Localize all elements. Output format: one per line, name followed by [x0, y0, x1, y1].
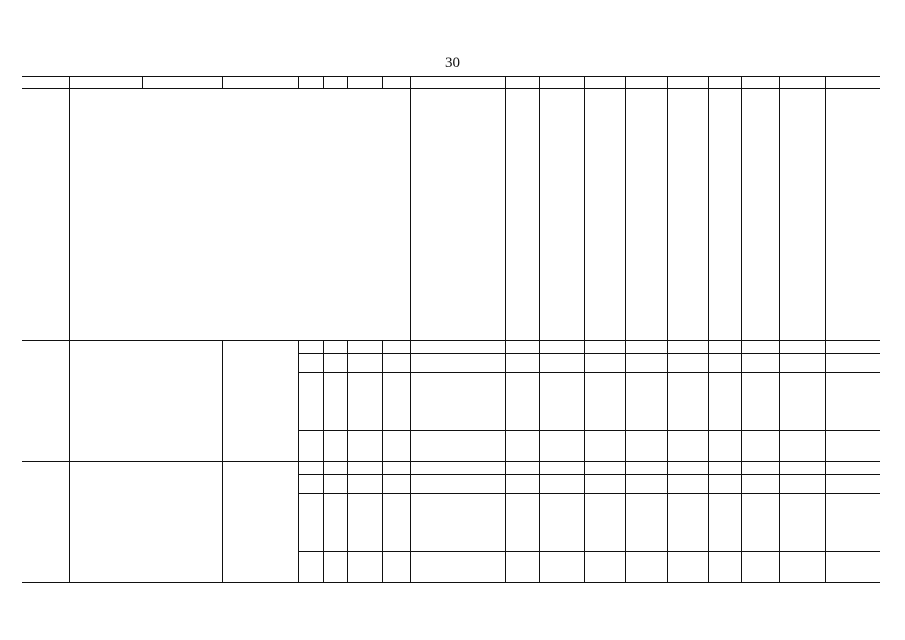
funding-source: [410, 552, 505, 583]
indicator-value: [584, 219, 625, 291]
indicator-value: [539, 136, 584, 173]
empty-cell: [347, 341, 382, 354]
column-header: [708, 77, 741, 89]
funding-value: [825, 431, 880, 462]
funding-value: [539, 494, 584, 552]
empty-cell: [382, 475, 410, 494]
indicator-value: [625, 89, 667, 136]
budget-code: [298, 494, 323, 552]
indicator-value: [505, 173, 539, 219]
indicator-value: [539, 89, 584, 136]
funding-value: [625, 475, 667, 494]
indicator-value: [741, 173, 779, 219]
funding-row: [22, 462, 880, 475]
indicator-value: [584, 291, 625, 319]
indicator-value: [825, 319, 880, 341]
indicator-value: [410, 291, 505, 319]
indicator-value: [505, 89, 539, 136]
indicator-value: [539, 219, 584, 291]
funding-source: [410, 341, 505, 354]
funding-source: [410, 494, 505, 552]
funding-value: [584, 552, 625, 583]
funding-value: [825, 373, 880, 431]
indicator-value: [741, 136, 779, 173]
funding-value: [584, 475, 625, 494]
indicator-value: [625, 173, 667, 219]
indicator-value: [505, 136, 539, 173]
column-header: [741, 77, 779, 89]
measure-name: [69, 462, 222, 583]
funding-value: [708, 341, 741, 354]
indicator-value: [410, 89, 505, 136]
funding-value: [539, 354, 584, 373]
program-table: [22, 76, 880, 583]
funding-row: [22, 341, 880, 354]
empty-cell: [347, 354, 382, 373]
funding-value: [708, 354, 741, 373]
funding-value: [584, 462, 625, 475]
budget-code: [347, 494, 382, 552]
funding-value: [741, 475, 779, 494]
funding-value: [584, 494, 625, 552]
indicator-value: [779, 219, 825, 291]
indicator-value: [825, 219, 880, 291]
funding-value: [779, 552, 825, 583]
indicator-text: [69, 173, 410, 219]
empty-cell: [298, 462, 323, 475]
indicator-row: [22, 173, 880, 219]
funding-value: [505, 552, 539, 583]
table-header-row: [22, 77, 880, 89]
empty-cell: [382, 341, 410, 354]
funding-value: [505, 494, 539, 552]
funding-value: [741, 354, 779, 373]
funding-value: [741, 552, 779, 583]
funding-value: [779, 475, 825, 494]
empty-cell: [347, 462, 382, 475]
funding-value: [708, 494, 741, 552]
funding-value: [779, 494, 825, 552]
funding-value: [779, 431, 825, 462]
budget-code: [323, 494, 347, 552]
funding-value: [584, 354, 625, 373]
measure-label: [22, 341, 69, 462]
indicator-value: [667, 89, 708, 136]
indicator-value: [584, 173, 625, 219]
funding-value: [741, 373, 779, 431]
indicator-row: [22, 291, 880, 319]
indicator-value: [708, 136, 741, 173]
column-header: [142, 77, 222, 89]
indicator-value: [667, 319, 708, 341]
column-header: [779, 77, 825, 89]
column-header: [667, 77, 708, 89]
empty-cell: [382, 462, 410, 475]
indicator-row: [22, 319, 880, 341]
indicator-value: [708, 219, 741, 291]
empty-cell: [323, 475, 347, 494]
indicator-value: [708, 173, 741, 219]
funding-value: [708, 462, 741, 475]
empty-cell: [22, 173, 69, 219]
empty-cell: [382, 431, 410, 462]
column-header: [505, 77, 539, 89]
budget-code: [382, 494, 410, 552]
funding-value: [667, 431, 708, 462]
empty-cell: [323, 341, 347, 354]
empty-cell: [323, 354, 347, 373]
indicator-value: [741, 319, 779, 341]
column-header: [625, 77, 667, 89]
indicator-value: [825, 89, 880, 136]
funding-value: [625, 494, 667, 552]
column-header: [222, 77, 298, 89]
funding-value: [539, 462, 584, 475]
empty-cell: [347, 475, 382, 494]
funding-value: [825, 552, 880, 583]
funding-value: [741, 341, 779, 354]
column-header: [539, 77, 584, 89]
funding-value: [667, 462, 708, 475]
funding-value: [625, 552, 667, 583]
funding-source: [410, 354, 505, 373]
indicator-value: [410, 173, 505, 219]
empty-cell: [22, 89, 69, 136]
funding-value: [505, 462, 539, 475]
funding-value: [539, 373, 584, 431]
column-header: [298, 77, 323, 89]
funding-value: [825, 462, 880, 475]
empty-cell: [22, 319, 69, 341]
funding-value: [779, 462, 825, 475]
funding-value: [825, 475, 880, 494]
funding-value: [825, 341, 880, 354]
indicator-value: [584, 89, 625, 136]
indicator-row: [22, 136, 880, 173]
funding-value: [539, 341, 584, 354]
funding-value: [708, 373, 741, 431]
measure-executor: [222, 462, 298, 583]
column-header: [382, 77, 410, 89]
indicator-value: [505, 219, 539, 291]
column-header: [347, 77, 382, 89]
column-header: [825, 77, 880, 89]
funding-value: [625, 354, 667, 373]
indicator-value: [779, 291, 825, 319]
funding-value: [825, 354, 880, 373]
empty-cell: [323, 462, 347, 475]
indicator-row: [22, 89, 880, 136]
funding-value: [667, 341, 708, 354]
funding-value: [708, 475, 741, 494]
funding-value: [505, 373, 539, 431]
column-header: [22, 77, 69, 89]
indicator-value: [741, 291, 779, 319]
indicator-value: [779, 173, 825, 219]
funding-value: [741, 431, 779, 462]
funding-value: [625, 373, 667, 431]
indicator-value: [539, 319, 584, 341]
funding-value: [779, 373, 825, 431]
empty-cell: [382, 552, 410, 583]
funding-value: [584, 341, 625, 354]
funding-value: [825, 494, 880, 552]
indicator-value: [708, 89, 741, 136]
indicator-value: [779, 89, 825, 136]
funding-value: [505, 341, 539, 354]
indicator-text: [69, 89, 410, 136]
indicator-value: [505, 291, 539, 319]
measure-name: [69, 341, 222, 462]
budget-code: [382, 373, 410, 431]
indicator-value: [505, 319, 539, 341]
empty-cell: [298, 354, 323, 373]
funding-value: [625, 341, 667, 354]
indicator-value: [625, 319, 667, 341]
indicator-text: [69, 219, 410, 291]
funding-value: [539, 431, 584, 462]
funding-value: [505, 431, 539, 462]
empty-cell: [298, 552, 323, 583]
funding-value: [708, 552, 741, 583]
funding-value: [741, 462, 779, 475]
measure-executor: [222, 341, 298, 462]
indicator-value: [667, 219, 708, 291]
indicator-value: [825, 173, 880, 219]
empty-cell: [298, 431, 323, 462]
bottom-rule: [22, 583, 880, 584]
page-number: 30: [445, 55, 460, 71]
funding-source: [410, 431, 505, 462]
budget-code: [298, 373, 323, 431]
indicator-value: [410, 136, 505, 173]
funding-value: [625, 431, 667, 462]
funding-value: [779, 341, 825, 354]
funding-source: [410, 373, 505, 431]
empty-cell: [22, 136, 69, 173]
empty-cell: [323, 552, 347, 583]
empty-cell: [347, 552, 382, 583]
indicator-value: [779, 319, 825, 341]
funding-value: [584, 431, 625, 462]
indicator-value: [708, 319, 741, 341]
indicator-text: [69, 291, 410, 319]
indicator-value: [625, 291, 667, 319]
empty-cell: [382, 354, 410, 373]
funding-value: [667, 552, 708, 583]
indicator-value: [741, 219, 779, 291]
funding-value: [667, 354, 708, 373]
indicator-row: [22, 219, 880, 291]
funding-value: [505, 475, 539, 494]
empty-cell: [323, 431, 347, 462]
funding-value: [779, 354, 825, 373]
funding-value: [584, 373, 625, 431]
measure-label: [22, 462, 69, 583]
funding-value: [625, 462, 667, 475]
indicator-value: [825, 291, 880, 319]
indicator-value: [410, 319, 505, 341]
indicator-value: [708, 291, 741, 319]
indicator-value: [410, 219, 505, 291]
empty-cell: [298, 341, 323, 354]
indicator-value: [779, 136, 825, 173]
empty-cell: [22, 219, 69, 291]
indicator-value: [584, 136, 625, 173]
table-bottom-border: [22, 583, 880, 584]
funding-value: [539, 475, 584, 494]
indicator-text: [69, 319, 410, 341]
funding-value: [741, 494, 779, 552]
indicator-value: [625, 136, 667, 173]
empty-cell: [22, 291, 69, 319]
funding-value: [505, 354, 539, 373]
empty-cell: [298, 475, 323, 494]
funding-value: [539, 552, 584, 583]
indicator-value: [667, 136, 708, 173]
column-header: [584, 77, 625, 89]
indicator-value: [584, 319, 625, 341]
funding-value: [708, 431, 741, 462]
indicator-value: [741, 89, 779, 136]
indicator-value: [539, 291, 584, 319]
indicator-value: [667, 173, 708, 219]
indicator-value: [667, 291, 708, 319]
indicator-value: [539, 173, 584, 219]
indicator-text: [69, 136, 410, 173]
funding-source: [410, 475, 505, 494]
budget-code: [347, 373, 382, 431]
empty-cell: [347, 431, 382, 462]
column-header: [410, 77, 505, 89]
funding-value: [667, 494, 708, 552]
funding-value: [667, 475, 708, 494]
column-header: [69, 77, 142, 89]
funding-source: [410, 462, 505, 475]
budget-code: [323, 373, 347, 431]
indicator-value: [825, 136, 880, 173]
funding-value: [667, 373, 708, 431]
indicator-value: [625, 219, 667, 291]
column-header: [323, 77, 347, 89]
